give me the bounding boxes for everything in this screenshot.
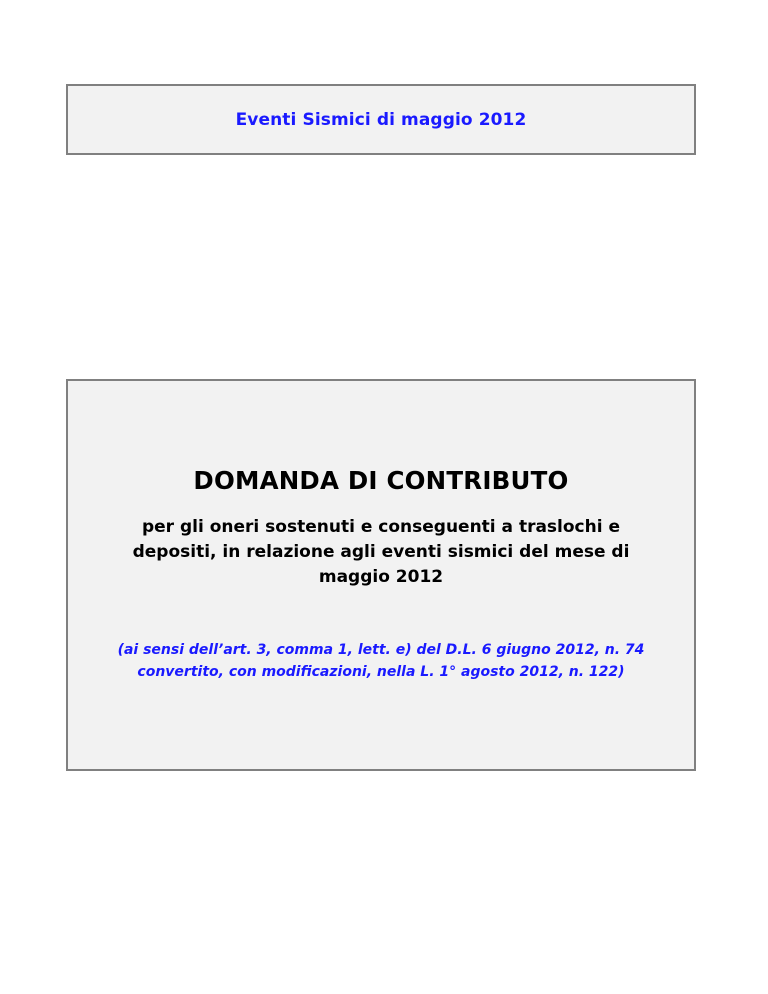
note-line-2: convertito, con modificazioni, nella L. 1° agosto 2012, n. 122) xyxy=(137,664,625,680)
legal-reference-note xyxy=(68,639,694,683)
main-box xyxy=(66,379,696,771)
subtitle-line-3: maggio 2012 xyxy=(318,567,444,587)
header-box xyxy=(66,84,696,155)
document-title: DOMANDA DI CONTRIBUTO xyxy=(193,466,569,495)
document-subtitle xyxy=(68,515,694,590)
subtitle-line-1: per gli oneri sostenuti e conseguenti a traslochi e xyxy=(141,517,621,537)
header-title: Eventi Sismici di maggio 2012 xyxy=(235,109,527,130)
subtitle-line-2: depositi, in relazione agli eventi sismici del mese di xyxy=(132,542,630,562)
note-line-1: (ai sensi dell’art. 3, comma 1, lett. e) del D.L. 6 giugno 2012, n. 74 xyxy=(117,642,645,658)
